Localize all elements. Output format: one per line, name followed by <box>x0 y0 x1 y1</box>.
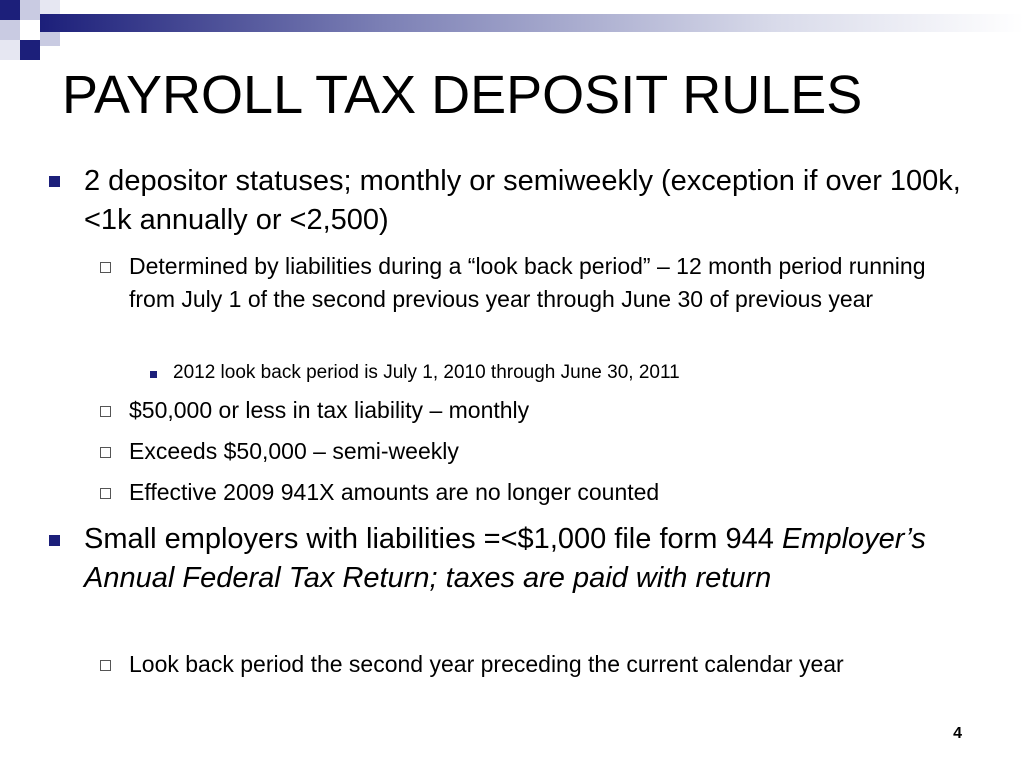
bullet-2012-look-back: 2012 look back period is July 1, 2010 through June 30, 2011 <box>173 362 680 383</box>
bullet-hollow-square <box>100 488 111 499</box>
bullet-small-employers <box>84 520 944 598</box>
decor-square <box>20 40 40 60</box>
slide-title: PAYROLL TAX DEPOSIT RULES <box>62 65 863 125</box>
bullet-hollow-square <box>100 262 111 273</box>
bullet-hollow-square <box>100 660 111 671</box>
bullet-semiweekly-threshold: Exceeds $50,000 – semi-weekly <box>129 438 459 464</box>
decor-square <box>0 40 20 60</box>
bullet-small-square <box>150 371 157 378</box>
decor-square <box>40 0 60 14</box>
header-gradient-bar <box>40 14 1024 32</box>
bullet-941x-effective: Effective 2009 941X amounts are no longer counted <box>129 479 660 505</box>
header-decoration <box>0 0 1024 60</box>
decor-square <box>20 0 40 20</box>
bullet-look-back-definition: Determined by liabilities during a “look back period” – 12 month period running from July 1 of the second previous year through June 30 of previous year <box>129 253 926 312</box>
bullet-hollow-square <box>100 447 111 458</box>
decor-square <box>0 0 20 20</box>
decor-square <box>40 32 60 46</box>
bullet-monthly-threshold: $50,000 or less in tax liability – monthly <box>129 397 530 423</box>
bullet-depositor-statuses: 2 depositor statuses; monthly or semiweekly (exception if over 100k, <1k annually or <2,500) <box>84 165 961 236</box>
bullet-look-back-944: Look back period the second year preceding the current calendar year <box>129 651 844 677</box>
small-employers-text: Small employers with liabilities =<$1,000 file form 944 <box>84 523 782 555</box>
form-944-title: Employer’s Annual Federal Tax Return; taxes are paid with return <box>84 523 926 594</box>
bullet-square <box>49 176 60 187</box>
page-number: 4 <box>953 725 962 742</box>
decor-square <box>0 20 20 40</box>
bullet-square <box>49 535 60 546</box>
decor-square <box>20 20 40 40</box>
bullet-hollow-square <box>100 406 111 417</box>
